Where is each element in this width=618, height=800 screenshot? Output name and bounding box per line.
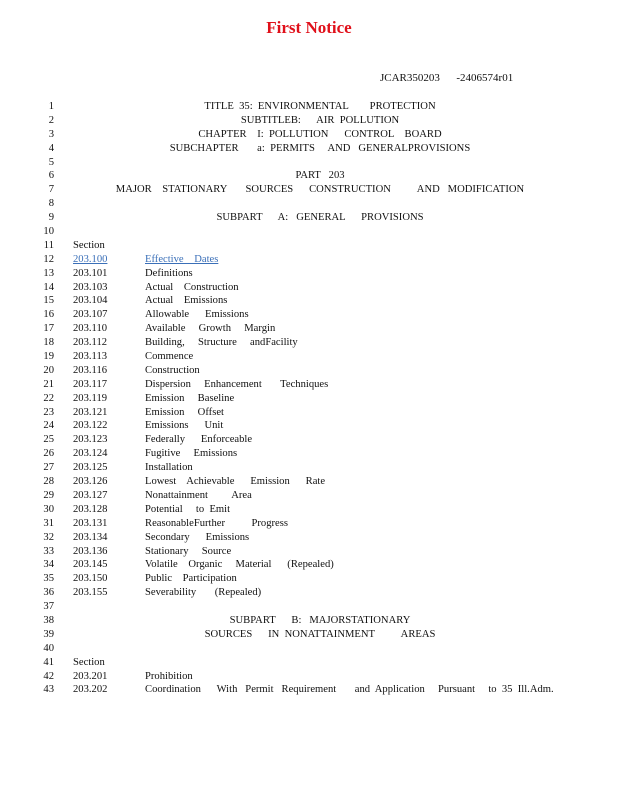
line-number: 20 (43, 364, 54, 376)
section-title: Severability (Repealed) (145, 587, 262, 599)
line-number: 35 (43, 573, 54, 585)
line-number: 40 (43, 642, 54, 654)
line-number: 34 (43, 559, 54, 571)
line-number: 26 (43, 448, 54, 460)
section-title: Actual Emissions (145, 295, 228, 307)
subpart-b-subheading: SOURCES IN NONATTAINMENT AREAS (204, 628, 436, 640)
line-39 (0, 628, 618, 642)
section-number: 203.127 (73, 489, 108, 501)
subtitle-line: SUBTITLEB: AIR POLLUTION (240, 114, 400, 126)
line-number: 15 (43, 295, 54, 307)
line-number: 41 (43, 656, 54, 668)
section-title: Emission Offset (145, 406, 224, 418)
section-number: 203.121 (73, 406, 108, 418)
line-number: 17 (43, 323, 54, 335)
line-42 (0, 670, 618, 684)
line-number: 1 (48, 101, 54, 112)
section-number: 203.116 (73, 364, 108, 376)
section-number: 203.201 (73, 670, 108, 682)
section-number: 203.202 (73, 684, 108, 696)
section-number: 203.136 (73, 545, 108, 557)
line-38 (0, 614, 618, 628)
line-33 (0, 545, 618, 559)
line-5 (0, 156, 618, 170)
line-number: 31 (43, 517, 54, 529)
line-24 (0, 419, 618, 433)
line-22 (0, 392, 618, 406)
line-number: 13 (43, 267, 54, 279)
section-title: Lowest Achievable Emission Rate (145, 476, 326, 488)
section-title-link[interactable]: Effective Dates (145, 253, 219, 265)
section-title: Coordination With Permit Requirement and Application Pursuant to 35 Ill.Adm. (145, 684, 554, 696)
line-number: 28 (43, 476, 54, 488)
line-number: 16 (43, 309, 54, 321)
line-number: 4 (48, 142, 54, 154)
line-40 (0, 642, 618, 656)
section-number: 203.126 (73, 476, 108, 488)
line-21 (0, 378, 618, 392)
line-7 (0, 183, 618, 197)
subpart-a-heading: SUBPART A: GENERAL PROVISIONS (216, 212, 424, 224)
line-number: 6 (48, 170, 54, 182)
line-9 (0, 211, 618, 225)
line-8 (0, 197, 618, 211)
line-number: 5 (48, 156, 54, 168)
section-title: Potential to Emit (145, 503, 231, 515)
section-number: 203.113 (73, 351, 108, 363)
line-number: 9 (48, 212, 54, 224)
line-30 (0, 503, 618, 517)
subpart-b-heading: SUBPART B: MAJORSTATIONARY (229, 614, 411, 626)
line-number: 8 (48, 198, 54, 210)
line-number: 12 (43, 253, 54, 265)
line-10 (0, 225, 618, 239)
line-number: 23 (43, 406, 54, 418)
first-notice-heading: First Notice (266, 18, 352, 37)
line-18 (0, 336, 618, 350)
line-number: 25 (43, 434, 54, 446)
line-14 (0, 281, 618, 295)
line-number: 18 (43, 337, 54, 349)
line-27 (0, 461, 618, 475)
line-number: 11 (43, 239, 54, 251)
part-name-line: MAJOR STATIONARY SOURCES CONSTRUCTION AND MODIFICATION (115, 184, 525, 196)
line-1 (0, 100, 618, 114)
line-41 (0, 656, 618, 670)
section-number: 203.150 (73, 573, 108, 585)
section-title: Dispersion Enhancement Techniques (145, 378, 329, 390)
section-title: Emissions Unit (145, 420, 224, 432)
line-number: 22 (43, 392, 54, 404)
section-number: 203.123 (73, 434, 108, 446)
section-title: Emission Baseline (145, 392, 235, 404)
line-number: 19 (43, 351, 54, 363)
line-6 (0, 169, 618, 183)
section-number: 203.112 (73, 337, 108, 349)
section-number: 203.107 (73, 309, 108, 321)
line-2 (0, 114, 618, 128)
line-28 (0, 475, 618, 489)
section-title: Available Growth Margin (145, 323, 276, 335)
section-title: Volatile Organic Material (Repealed) (145, 559, 334, 571)
section-title: Secondary Emissions (145, 531, 250, 543)
line-number: 3 (48, 128, 54, 140)
section-label: Section (73, 656, 105, 668)
section-number: 203.117 (73, 378, 108, 390)
section-number: 203.128 (73, 503, 108, 515)
line-number: 2 (48, 114, 54, 126)
line-number: 10 (43, 226, 54, 238)
line-29 (0, 489, 618, 503)
line-25 (0, 433, 618, 447)
line-4 (0, 142, 618, 156)
line-number: 37 (43, 601, 54, 613)
section-number: 203.103 (73, 281, 108, 293)
section-number: 203.101 (73, 267, 108, 279)
line-number: 32 (43, 531, 54, 543)
line-19 (0, 350, 618, 364)
section-number: 203.119 (73, 392, 108, 404)
section-number: 203.124 (73, 448, 108, 460)
line-37 (0, 600, 618, 614)
section-title: Fugitive Emissions (145, 448, 238, 460)
section-number: 203.122 (73, 420, 108, 432)
section-title: Construction (145, 364, 200, 376)
line-23 (0, 406, 618, 420)
section-title: Building, Structure andFacility (145, 337, 298, 349)
section-title: Allowable Emissions (145, 309, 249, 321)
line-34 (0, 558, 618, 572)
section-number: 203.131 (73, 517, 108, 529)
line-13 (0, 267, 618, 281)
section-title: ReasonableFurther Progress (145, 517, 288, 529)
section-title: Definitions (145, 267, 193, 279)
section-title: Nonattainment Area (145, 489, 252, 501)
numbered-lines (0, 100, 618, 697)
line-11 (0, 239, 618, 253)
document-id: JCAR350203 -2406574r01 (380, 72, 514, 84)
line-number: 42 (43, 670, 54, 682)
line-15 (0, 294, 618, 308)
line-43 (0, 683, 618, 697)
line-number: 33 (43, 545, 54, 557)
section-title: Prohibition (145, 670, 193, 682)
line-number: 36 (43, 587, 54, 599)
line-17 (0, 322, 618, 336)
line-36 (0, 586, 618, 600)
subchapter-line: SUBCHAPTER a: PERMITS AND GENERALPROVISIONS (169, 142, 471, 154)
chapter-line: CHAPTER I: POLLUTION CONTROL BOARD (198, 128, 442, 140)
line-number: 30 (43, 503, 54, 515)
section-title: Stationary Source (145, 545, 232, 557)
section-label: Section (73, 239, 105, 251)
line-26 (0, 447, 618, 461)
section-number: 203.134 (73, 531, 108, 543)
section-title: Public Participation (145, 573, 237, 585)
line-number: 24 (43, 420, 54, 432)
section-title: Installation (145, 462, 193, 474)
line-3 (0, 128, 618, 142)
line-number: 14 (43, 281, 54, 293)
section-title: Actual Construction (145, 281, 239, 293)
line-20 (0, 364, 618, 378)
section-number-link[interactable]: 203.100 (73, 253, 108, 265)
line-35 (0, 572, 618, 586)
line-32 (0, 531, 618, 545)
part-line: PART 203 (295, 170, 345, 182)
line-number: 27 (43, 462, 54, 474)
section-number: 203.104 (73, 295, 108, 307)
line-number: 21 (43, 378, 54, 390)
line-number: 7 (48, 184, 54, 196)
line-16 (0, 308, 618, 322)
line-number: 38 (43, 614, 54, 626)
section-number: 203.110 (73, 323, 108, 335)
title-line: TITLE 35: ENVIRONMENTAL PROTECTION (204, 101, 436, 112)
line-number: 29 (43, 489, 54, 501)
line-12 (0, 253, 618, 267)
section-number: 203.125 (73, 462, 108, 474)
line-number: 43 (43, 684, 54, 696)
line-number: 39 (43, 628, 54, 640)
section-number: 203.155 (73, 587, 108, 599)
section-title: Commence (145, 351, 194, 363)
line-31 (0, 517, 618, 531)
section-number: 203.145 (73, 559, 108, 571)
section-title: Federally Enforceable (145, 434, 253, 446)
